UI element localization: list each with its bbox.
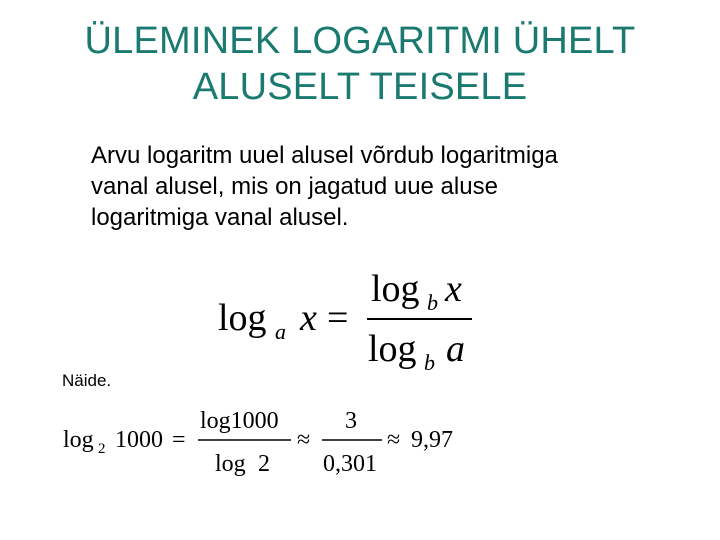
lhs-base-a: a [275,319,286,344]
lhs-log: log [218,297,267,339]
numerator-log: log [371,268,420,310]
example-result: 9,97 [411,427,453,453]
rule-text-line-1: Arvu logaritm uuel alusel võrdub logaritmiga [91,142,558,169]
formula-equals: = [327,297,349,339]
rule-text-line-2: vanal alusel, mis on jagatud uue aluse [91,173,498,200]
example-approx-2: ≈ [387,427,401,453]
denominator-base-b: b [424,350,435,375]
rule-text-line-3: logaritmiga vanal alusel. [91,204,349,231]
numerator-var-x: x [445,268,462,310]
denominator-log: log [368,328,417,370]
example-den-value: 0,301 [323,451,377,477]
change-of-base-formula [218,268,472,375]
denominator-var-a: a [446,328,465,370]
title-line-1: ÜLEMINEK LOGARITMI ÜHELT [84,20,636,62]
example-log: log [63,427,94,453]
example-arg: 1000 [115,427,163,453]
example-den-log: log [215,451,246,477]
example-equals: = [172,427,186,453]
example-den-arg: 2 [258,451,270,477]
title-line-2: ALUSELT TEISELE [192,66,528,108]
numerator-base-b: b [427,290,438,315]
example-label: Näide. [62,371,112,390]
example-num-log: log1000 [200,408,279,434]
example-num-value: 3 [345,408,357,434]
lhs-var-x: x [300,297,317,339]
example-approx-1: ≈ [297,427,311,453]
example-base: 2 [98,441,106,457]
example-formula [63,408,453,477]
